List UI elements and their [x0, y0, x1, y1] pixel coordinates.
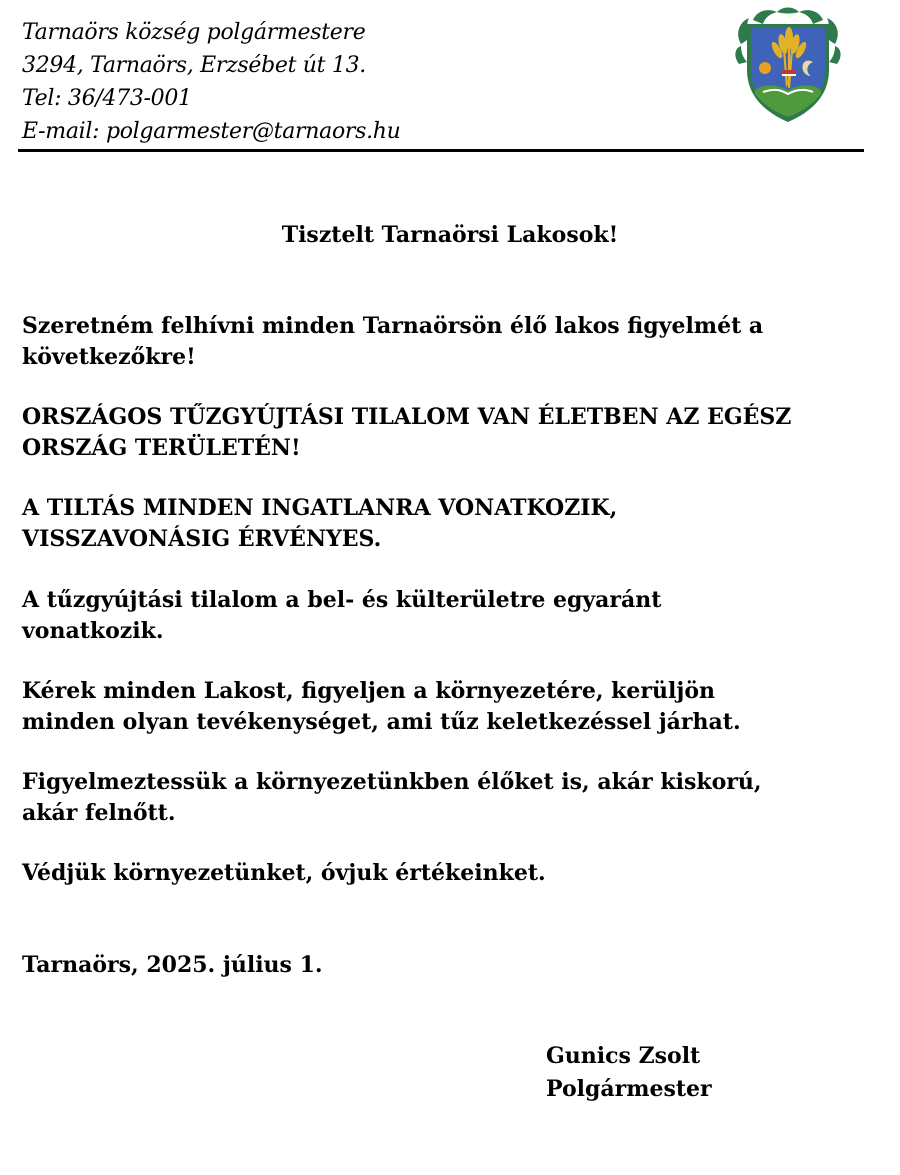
paragraph-line: Védjük környezetünket, óvjuk értékeinket. [22, 860, 546, 886]
paragraph-line: ORSZÁG TERÜLETÉN! [22, 435, 301, 461]
paragraph-1 [22, 311, 763, 373]
signature-name: Gunics Zsolt [546, 1043, 701, 1069]
paragraph-line: akár felnőtt. [22, 800, 176, 826]
paragraph-2 [22, 402, 791, 464]
paragraph-line: A tűzgyújtási tilalom a bel- és külterületre egyaránt [22, 587, 662, 613]
paragraph-line: következőkre! [22, 344, 196, 370]
header-rule [18, 149, 864, 152]
paragraph-5 [22, 676, 741, 738]
letterhead [22, 16, 722, 148]
paragraph-line: Figyelmeztessük a környezetünkben élőket is, akár kiskorú, [22, 769, 762, 795]
paragraph-4 [22, 585, 661, 647]
page-title: Tisztelt Tarnaörsi Lakosok! [281, 222, 619, 248]
coat-of-arms-icon [733, 4, 843, 126]
paragraph-line: Szeretném felhívni minden Tarnaörsön élő lakos figyelmét a [22, 313, 764, 339]
letterhead-phone: Tel: 36/473-001 [22, 86, 192, 111]
date-line: Tarnaörs, 2025. július 1. [22, 952, 323, 978]
paragraph-line: vonatkozik. [22, 618, 164, 644]
letterhead-address: 3294, Tarnaörs, Erzsébet út 13. [22, 53, 367, 78]
paragraph-7 [22, 858, 546, 889]
paragraph-line: A TILTÁS MINDEN INGATLANRA VONATKOZIK, [22, 495, 618, 521]
paragraph-line: VISSZAVONÁSIG ÉRVÉNYES. [22, 526, 382, 552]
signature-role: Polgármester [546, 1076, 712, 1102]
paragraph-3 [22, 493, 617, 555]
letterhead-email: E-mail: polgarmester@tarnaors.hu [22, 119, 401, 144]
signature-block [546, 1040, 712, 1106]
paragraph-line: minden olyan tevékenységet, ami tűz keletkezéssel járhat. [22, 709, 741, 735]
letterhead-office: Tarnaörs község polgármestere [22, 20, 366, 45]
paragraph-line: ORSZÁGOS TŰZGYÚJTÁSI TILALOM VAN ÉLETBEN AZ EGÉSZ [22, 404, 792, 430]
paragraph-line: Kérek minden Lakost, figyeljen a környezetére, kerüljön [22, 678, 715, 704]
paragraph-6 [22, 767, 762, 829]
